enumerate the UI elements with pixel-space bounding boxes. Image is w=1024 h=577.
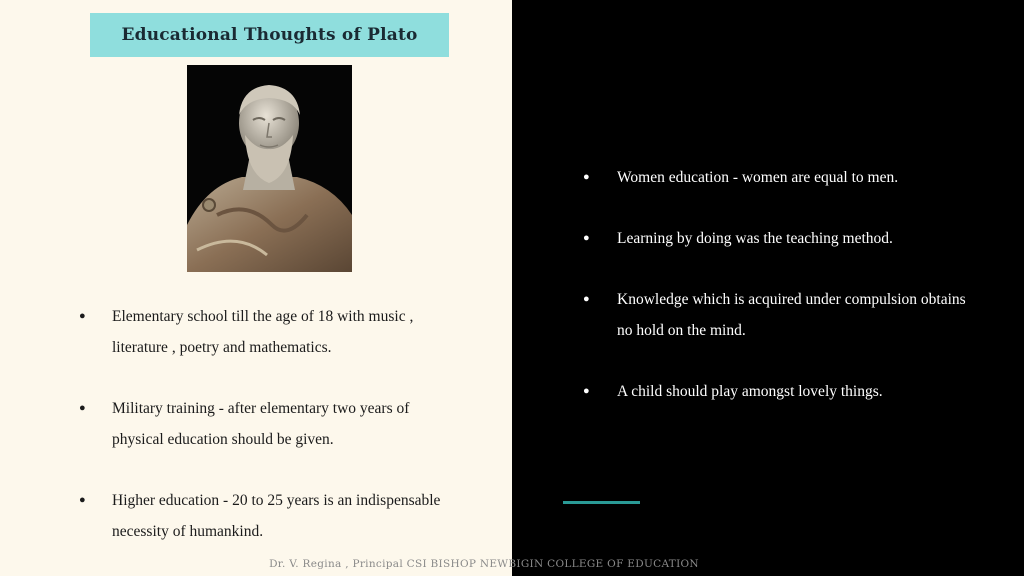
bullet-text: Knowledge which is acquired under compulsion obtains no hold on the mind. [617,291,966,339]
list-item [583,223,967,254]
slide-title: Educational Thoughts of Plato [90,13,449,57]
list-item [583,162,967,193]
accent-divider [563,501,640,504]
left-bullet-list [79,301,462,577]
bullet-icon: ● [583,171,590,183]
bullet-text: Elementary school till the age of 18 with music , literature , poetry and mathematics. [112,308,414,356]
bullet-icon: ● [583,293,590,305]
philosopher-bust-image [187,65,352,272]
list-item [583,284,967,346]
bullet-text: A child should play amongst lovely things. [617,383,883,400]
list-item [79,301,462,363]
bullet-text: Military training - after elementary two years of physical education should be given. [112,400,410,448]
list-item [79,485,462,547]
bullet-icon: ● [583,232,590,244]
bullet-text: Higher education - 20 to 25 years is an indispensable necessity of humankind. [112,492,441,540]
bullet-icon: ● [79,494,86,506]
bullet-icon: ● [583,385,590,397]
bullet-text: Learning by doing was the teaching method. [617,230,893,247]
slide-footer: Dr. V. Regina , Principal CSI BISHOP NEWBIGIN COLLEGE OF EDUCATION [269,558,699,570]
bullet-icon: ● [79,402,86,414]
bullet-text: Women education - women are equal to men. [617,169,899,186]
list-item [79,393,462,455]
right-bullet-list [583,162,967,437]
list-item [583,376,967,407]
bullet-icon: ● [79,310,86,322]
